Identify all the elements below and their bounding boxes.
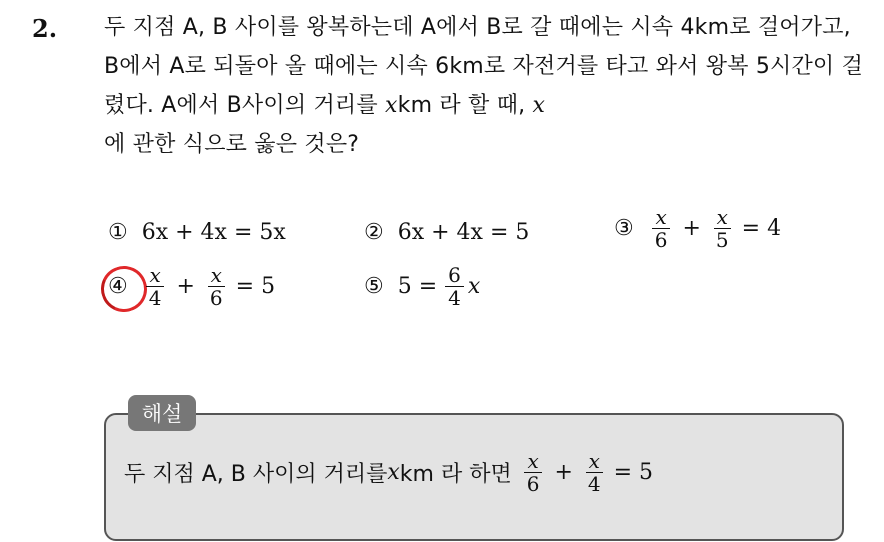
question-text-part1: 두 지점 A, B 사이를 왕복하는데 A에서 B로 갈 때에는 시속 4km로 걸어가고, B에서 A로 되돌아 올 때에는 시속 6km로 자전거를 타고 와서 왕복 5시간이 걸렸다. A에서 B사이의 거리를 (104, 15, 864, 118)
choice-5-number: ⑤ (364, 274, 384, 299)
question-number: 2. (32, 14, 58, 43)
solution-text (124, 450, 653, 495)
solution-text-part1: 두 지점 A, B 사이의 거리를 (124, 462, 388, 487)
fraction-denominator: 6 (209, 286, 223, 310)
choice-5[interactable] (364, 264, 480, 309)
choice-3-number: ③ (614, 216, 634, 241)
solution-rhs: = 5 (613, 460, 654, 485)
solution-text-part2: km 라 하면 (399, 462, 512, 487)
choice-2-number: ② (364, 220, 384, 245)
choice-4-rhs: = 5 (235, 274, 276, 299)
fraction-denominator: 5 (715, 228, 729, 252)
question-text-part2: km 라 할 때, (397, 93, 533, 118)
fraction-numerator: x (652, 206, 669, 229)
choice-4-number: ④ (108, 274, 128, 299)
fraction-denominator: 4 (587, 472, 601, 496)
choice-4-fraction-2 (207, 264, 226, 309)
fraction-numerator: x (208, 264, 225, 287)
choice-4-fraction-1 (146, 264, 165, 309)
plus-operator: + (176, 274, 195, 299)
question-text (104, 8, 864, 164)
choice-1[interactable] (108, 220, 286, 245)
solution-equation (520, 450, 653, 495)
choice-3-fraction-2 (713, 206, 732, 251)
fraction-denominator: 4 (448, 286, 461, 310)
solution-var: x (387, 460, 400, 485)
question-var-2: x (532, 93, 546, 118)
fraction-denominator: 4 (148, 286, 162, 310)
choice-2-expression: 6x + 4x = 5 (397, 220, 530, 245)
question-text-part3: 에 관한 식으로 옳은 것은? (104, 132, 360, 157)
choice-4[interactable] (108, 264, 275, 309)
choice-5-fraction (445, 264, 464, 309)
fraction-denominator: 6 (526, 472, 540, 496)
plus-operator: + (554, 460, 573, 485)
solution-fraction-2 (585, 450, 604, 495)
plus-operator: + (682, 216, 701, 241)
choice-2[interactable] (364, 220, 529, 245)
choice-5-lhs: 5 = (397, 274, 438, 299)
fraction-denominator: 6 (654, 228, 668, 252)
choice-5-variable: x (467, 274, 481, 299)
choice-1-expression: 6x + 4x = 5x (141, 220, 286, 245)
fraction-numerator: x (146, 264, 163, 287)
fraction-numerator: x (714, 206, 731, 229)
solution-fraction-1 (524, 450, 543, 495)
solution-tag: 해설 (128, 395, 196, 431)
fraction-numerator: 6 (445, 264, 464, 287)
choice-3-rhs: = 4 (741, 216, 782, 241)
choice-1-number: ① (108, 220, 128, 245)
choice-3[interactable] (614, 206, 781, 251)
fraction-numerator: x (524, 450, 541, 473)
question-var: x (385, 93, 398, 118)
choice-3-fraction-1 (652, 206, 671, 251)
fraction-numerator: x (586, 450, 603, 473)
